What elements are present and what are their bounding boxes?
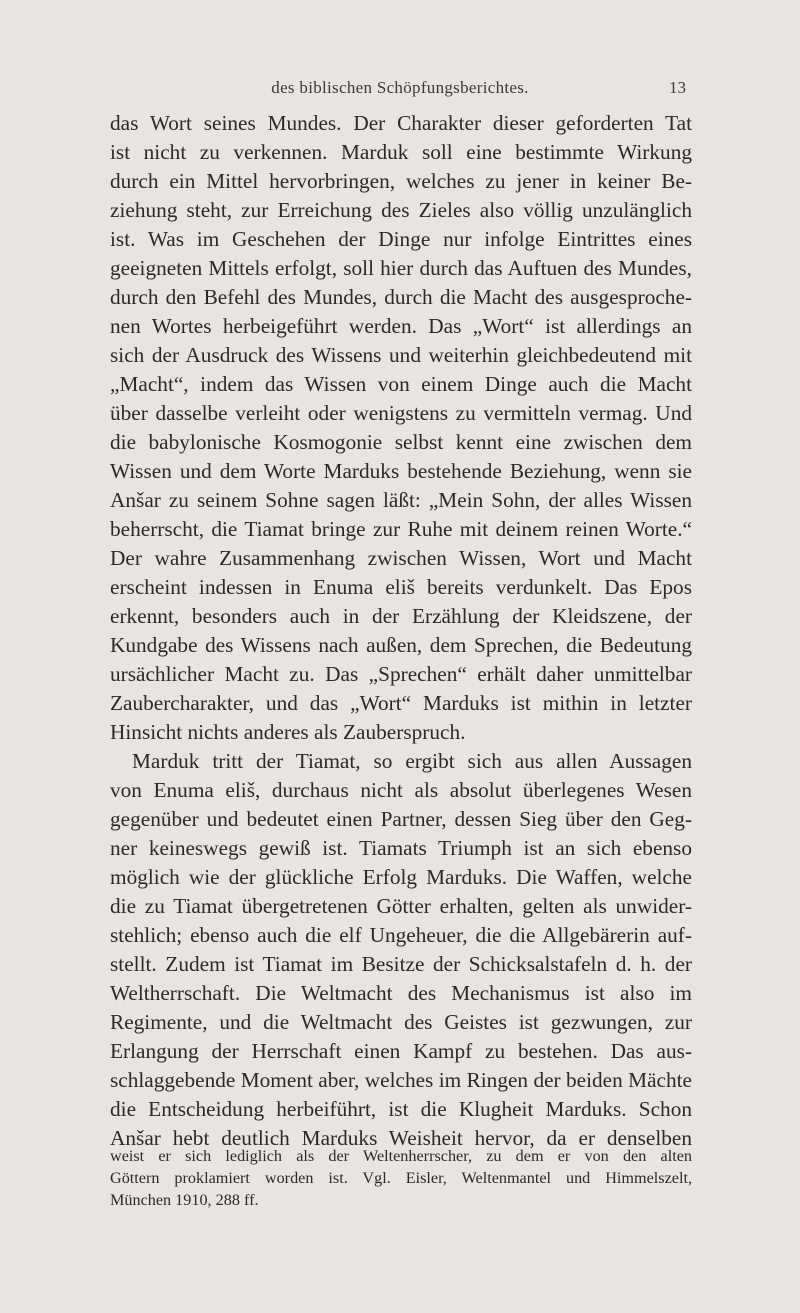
body-line: die zu Tiamat übergetretenen Götter erhalten, gelten als unwider- xyxy=(110,894,692,918)
body-line: Marduk tritt der Tiamat, so ergibt sich aus allen Aussagen xyxy=(132,749,692,773)
footnote-line: weist er sich lediglich als der Weltenherrscher, zu dem er von den alten xyxy=(110,1147,692,1165)
running-title: des biblischen Schöpfungsberichtes. xyxy=(271,78,529,97)
footnote-line: München 1910, 288 ff. xyxy=(110,1191,259,1209)
running-head xyxy=(0,78,800,104)
body-line: Anšar zu seinem Sohne sagen läßt: „Mein Sohn, der alles Wissen xyxy=(110,488,692,512)
body-line: stehlich; ebenso auch die elf Ungeheuer, die die Allgebärerin auf- xyxy=(110,923,692,947)
body-line: Kundgabe des Wissens nach außen, dem Sprechen, die Bedeutung xyxy=(110,633,692,657)
body-line: Regimente, und die Weltmacht des Geistes ist gezwungen, zur xyxy=(110,1010,692,1034)
page-number: 13 xyxy=(669,78,686,97)
body-line: Zaubercharakter, und das „Wort“ Marduks ist mithin in letzter xyxy=(110,691,692,715)
body-line: durch den Befehl des Mundes, durch die Macht des ausgesproche- xyxy=(110,285,692,309)
body-line: ner keineswegs gewiß ist. Tiamats Triumph ist an sich ebenso xyxy=(110,836,692,860)
body-line: beherrscht, die Tiamat bringe zur Ruhe mit deinem reinen Worte.“ xyxy=(110,517,692,541)
body-line: ist nicht zu verkennen. Marduk soll eine bestimmte Wirkung xyxy=(110,140,692,164)
body-line: Anšar hebt deutlich Marduks Weisheit hervor, da er denselben xyxy=(110,1126,692,1150)
body-line: ursächlicher Macht zu. Das „Sprechen“ erhält daher unmittelbar xyxy=(110,662,692,686)
body-line: möglich wie der glückliche Erfolg Marduks. Die Waffen, welche xyxy=(110,865,692,889)
body-line: die babylonische Kosmogonie selbst kennt eine zwischen dem xyxy=(110,430,692,454)
body-line: nen Wortes herbeigeführt werden. Das „Wort“ ist allerdings an xyxy=(110,314,692,338)
body-line: Der wahre Zusammenhang zwischen Wissen, Wort und Macht xyxy=(110,546,692,570)
footnote xyxy=(110,1145,692,1211)
body-text xyxy=(110,109,692,1153)
body-line: gegenüber und bedeutet einen Partner, dessen Sieg über den Geg- xyxy=(110,807,692,831)
body-line: über dasselbe verleiht oder wenigstens zu vermitteln vermag. Und xyxy=(110,401,692,425)
body-line: geeigneten Mittels erfolgt, soll hier durch das Auftuen des Mundes, xyxy=(110,256,692,280)
body-line: erkennt, besonders auch in der Erzählung der Kleidszene, der xyxy=(110,604,692,628)
body-line: „Macht“, indem das Wissen von einem Dinge auch die Macht xyxy=(110,372,692,396)
body-line: Wissen und dem Worte Marduks bestehende Beziehung, wenn sie xyxy=(110,459,692,483)
body-line: das Wort seines Mundes. Der Charakter dieser geforderten Tat xyxy=(110,111,692,135)
body-line: ziehung steht, zur Erreichung des Zieles also völlig unzulänglich xyxy=(110,198,692,222)
body-line: Hinsicht nichts anderes als Zauberspruch. xyxy=(110,720,466,744)
footnote-line: Göttern proklamiert worden ist. Vgl. Eisler, Weltenmantel und Himmelszelt, xyxy=(110,1169,692,1187)
body-line: erscheint indessen in Enuma eliš bereits verdunkelt. Das Epos xyxy=(110,575,692,599)
body-line: schlaggebende Moment aber, welches im Ringen der beiden Mächte xyxy=(110,1068,692,1092)
body-line: ist. Was im Geschehen der Dinge nur infolge Eintrittes eines xyxy=(110,227,692,251)
body-line: stellt. Zudem ist Tiamat im Besitze der Schicksalstafeln d. h. der xyxy=(110,952,692,976)
body-line: von Enuma eliš, durchaus nicht als absolut überlegenes Wesen xyxy=(110,778,692,802)
body-line: durch ein Mittel hervorbringen, welches zu jener in keiner Be- xyxy=(110,169,692,193)
body-line: die Entscheidung herbeiführt, ist die Klugheit Marduks. Schon xyxy=(110,1097,692,1121)
body-line: sich der Ausdruck des Wissens und weiterhin gleichbedeutend mit xyxy=(110,343,692,367)
body-line: Weltherrschaft. Die Weltmacht des Mechanismus ist also im xyxy=(110,981,692,1005)
body-line: Erlangung der Herrschaft einen Kampf zu bestehen. Das aus- xyxy=(110,1039,692,1063)
